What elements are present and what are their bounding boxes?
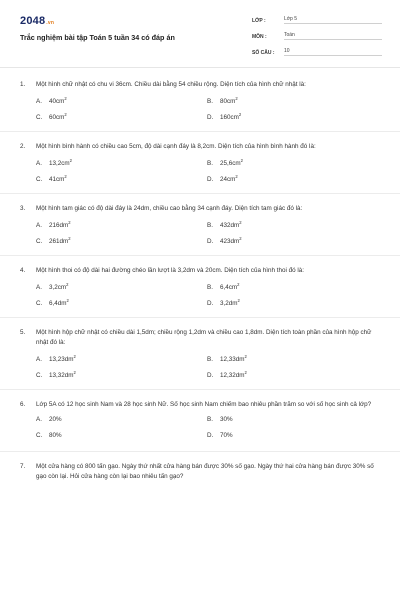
option-exponent: 2: [68, 236, 71, 241]
option-exponent: 2: [69, 158, 72, 163]
option-key: B.: [207, 222, 213, 230]
question-text: [20, 80, 384, 90]
option-value: [220, 220, 242, 229]
meta-value: Toán: [284, 32, 382, 40]
question-number: 5.: [20, 329, 26, 336]
option-key: D.: [207, 300, 214, 308]
option-value-text: 3,2dm: [220, 300, 238, 308]
option-value: [220, 158, 243, 167]
meta-label: SỐ CÂU :: [252, 50, 275, 56]
answer-options: [36, 416, 384, 444]
answer-option[interactable]: [207, 282, 378, 294]
option-value: [220, 96, 238, 105]
answer-option[interactable]: [36, 354, 207, 366]
question-number: 1.: [20, 81, 26, 88]
option-value: [220, 174, 238, 183]
question-prompt: Một hình thoi có độ dài hai đường chéo lần lượt là 3,2dm và 20cm. Diện tích của hình thoi đó là:: [36, 267, 305, 274]
answer-option[interactable]: [207, 370, 378, 382]
logo-sub: .vn: [46, 20, 55, 26]
answer-option[interactable]: [36, 174, 207, 186]
question-text: [20, 400, 384, 410]
option-value: [49, 96, 67, 105]
option-value: [49, 432, 62, 439]
option-key: C.: [36, 300, 43, 308]
option-key: B.: [207, 416, 213, 423]
option-exponent: 2: [68, 220, 71, 225]
option-exponent: 2: [66, 298, 69, 303]
option-exponent: 2: [240, 158, 243, 163]
option-value: [49, 282, 69, 291]
question-divider: [0, 389, 400, 390]
option-exponent: 2: [239, 236, 242, 241]
question-text: [20, 204, 384, 214]
option-exponent: 2: [238, 112, 242, 117]
option-key: D.: [207, 238, 214, 246]
document-title: Trắc nghiệm bài tập Toán 5 tuần 34 có đáp án: [20, 33, 175, 42]
meta-panel: [252, 13, 382, 61]
question-text: [20, 328, 384, 348]
question-text: [20, 142, 384, 152]
option-exponent: 2: [239, 220, 242, 225]
option-key: C.: [36, 432, 43, 439]
question-number: 7.: [20, 463, 26, 470]
question-prompt: Lớp 5A có 12 học sinh Nam và 28 học sinh Nữ. Số học sinh Nam chiếm bao nhiêu phần trăm so với số học sinh cả lớp?: [36, 401, 372, 408]
option-value: [220, 432, 233, 439]
answer-option[interactable]: [36, 96, 207, 108]
option-key: B.: [207, 160, 213, 168]
option-exponent: 2: [66, 282, 69, 287]
option-value: [220, 236, 242, 245]
meta-row-class: [252, 13, 382, 24]
meta-row-subject: [252, 29, 382, 40]
question-divider: [0, 317, 400, 318]
option-value: [49, 298, 69, 307]
option-value: [49, 416, 62, 423]
option-value: [220, 416, 233, 423]
option-key: D.: [207, 372, 214, 380]
answer-option[interactable]: [207, 96, 378, 108]
option-key: A.: [36, 284, 42, 292]
option-value-text: 70%: [220, 432, 233, 439]
option-value-text: 6,4dm: [49, 300, 67, 308]
answer-options: [36, 282, 384, 310]
option-key: A.: [36, 98, 42, 106]
answer-option[interactable]: [36, 298, 207, 310]
option-key: D.: [207, 176, 214, 184]
answer-option[interactable]: [36, 432, 207, 444]
option-value: [220, 354, 247, 363]
meta-row-count: [252, 45, 382, 56]
meta-value: Lớp 5: [284, 16, 382, 24]
option-key: C.: [36, 238, 43, 246]
answer-option[interactable]: [207, 432, 378, 444]
option-value-text: 261dm: [49, 238, 69, 246]
option-exponent: 2: [64, 96, 67, 101]
option-value: [220, 370, 247, 379]
question-number: 3.: [20, 205, 26, 212]
answer-option[interactable]: [36, 416, 207, 428]
answer-option[interactable]: [36, 282, 207, 294]
option-value-text: 25,6cm: [220, 160, 241, 168]
option-key: B.: [207, 284, 213, 292]
option-value-text: 30%: [220, 416, 233, 423]
option-value-text: 13,2cm: [49, 160, 70, 168]
option-value: [220, 112, 241, 121]
question-number: 2.: [20, 143, 26, 150]
answer-option[interactable]: [207, 158, 378, 170]
question-divider: [0, 255, 400, 256]
meta-label: MÔN :: [252, 34, 267, 40]
option-value: [49, 236, 71, 245]
question-divider: [0, 193, 400, 194]
option-key: B.: [207, 356, 213, 364]
site-logo[interactable]: [20, 15, 54, 27]
question-number: 4.: [20, 267, 26, 274]
option-exponent: 2: [244, 370, 247, 375]
option-value-text: 41cm: [49, 176, 65, 184]
question-item: [0, 204, 400, 256]
option-value: [49, 174, 67, 183]
answer-option[interactable]: [36, 220, 207, 232]
option-exponent: 2: [237, 282, 240, 287]
option-key: C.: [36, 114, 43, 122]
answer-options: [36, 354, 384, 382]
option-value-text: 3,2cm: [49, 284, 67, 292]
option-exponent: 2: [235, 96, 238, 101]
option-key: D.: [207, 114, 214, 122]
answer-option[interactable]: [207, 416, 378, 428]
answer-option[interactable]: [207, 174, 378, 186]
option-key: C.: [36, 372, 43, 380]
answer-option[interactable]: [207, 354, 378, 366]
answer-options: [36, 96, 384, 124]
logo-main: 2048: [20, 15, 46, 27]
option-exponent: 2: [73, 354, 76, 359]
option-exponent: 2: [64, 174, 67, 179]
question-item: [0, 462, 400, 482]
option-value: [49, 354, 76, 363]
header-divider: [0, 67, 400, 68]
meta-label: LỚP :: [252, 18, 266, 24]
answer-option[interactable]: [207, 112, 378, 124]
option-key: A.: [36, 416, 42, 423]
question-item: [0, 80, 400, 132]
question-prompt: Một hình chữ nhật có chu vi 36cm. Chiều dài bằng 54 chiều rộng. Diện tích của hình chữ nhật là:: [36, 81, 306, 88]
question-text: [20, 266, 384, 276]
option-value-text: 20%: [49, 416, 62, 423]
option-value-text: 6,4cm: [220, 284, 238, 292]
option-value-text: 423dm: [220, 238, 240, 246]
option-key: D.: [207, 432, 214, 439]
option-value: [49, 112, 67, 121]
answer-options: [36, 158, 384, 186]
option-value-text: 13,32dm: [49, 372, 74, 380]
meta-value: 10: [284, 48, 382, 56]
option-key: A.: [36, 356, 42, 364]
option-exponent: 2: [237, 298, 240, 303]
question-prompt: Một hình bình hành có chiều cao 5cm, độ dài cạnh đáy là 8,2cm. Diện tích của hình bình hành đó là:: [36, 143, 316, 150]
option-value-text: 40cm: [49, 98, 65, 106]
question-prompt: Một hình tam giác có độ dài đáy là 24dm, chiều cao bằng 34 cạnh đáy. Diện tích tam giác đó là:: [36, 205, 303, 212]
answer-option[interactable]: [36, 158, 207, 170]
answer-option[interactable]: [36, 236, 207, 248]
question-prompt: Một hình hộp chữ nhật có chiều dài 1,5dm; chiều rộng 1,2dm và chiều cao 1,8dm. Diện tích toàn phần của hình hộp chữ nhật đó là:: [36, 329, 372, 346]
question-number: 6.: [20, 401, 26, 408]
question-item: [0, 142, 400, 194]
question-text: [20, 462, 384, 482]
answer-option[interactable]: [36, 370, 207, 382]
option-value-text: 432dm: [220, 222, 240, 230]
option-value-text: 13,23dm: [49, 356, 74, 364]
option-value: [220, 298, 240, 307]
option-value: [220, 282, 240, 291]
question-item: [0, 266, 400, 318]
question-divider: [0, 131, 400, 132]
option-value-text: 24cm: [220, 176, 236, 184]
option-exponent: 2: [235, 174, 238, 179]
option-key: A.: [36, 160, 42, 168]
question-prompt: Một cửa hàng có 800 tấn gạo. Ngày thứ nhất cửa hàng bán được 30% số gạo. Ngày thứ hai cửa hàng bán được 30% số gạo còn lại. Hỏi cửa hàng còn lại bao nhiêu tấn gạo?: [36, 463, 374, 480]
option-value-text: 160cm: [220, 114, 239, 122]
option-value: [49, 370, 76, 379]
option-exponent: 2: [64, 112, 67, 117]
question-list: [0, 80, 400, 482]
option-value: [49, 158, 72, 167]
option-value-text: 80cm: [220, 98, 236, 106]
option-value-text: 12,32dm: [220, 372, 245, 380]
answer-option[interactable]: [207, 298, 378, 310]
option-value-text: 12,33dm: [220, 356, 245, 364]
option-value-text: 216dm: [49, 222, 69, 230]
answer-option[interactable]: [207, 236, 378, 248]
option-value-text: 80%: [49, 432, 62, 439]
question-item: [0, 400, 400, 452]
answer-options: [36, 220, 384, 248]
option-key: B.: [207, 98, 213, 106]
question-item: [0, 328, 400, 390]
question-divider: [0, 451, 400, 452]
answer-option[interactable]: [207, 220, 378, 232]
answer-option[interactable]: [36, 112, 207, 124]
option-value: [49, 220, 71, 229]
option-exponent: 2: [73, 370, 76, 375]
option-value-text: 60cm: [49, 114, 65, 122]
option-key: C.: [36, 176, 43, 184]
option-key: A.: [36, 222, 42, 230]
option-exponent: 2: [244, 354, 247, 359]
